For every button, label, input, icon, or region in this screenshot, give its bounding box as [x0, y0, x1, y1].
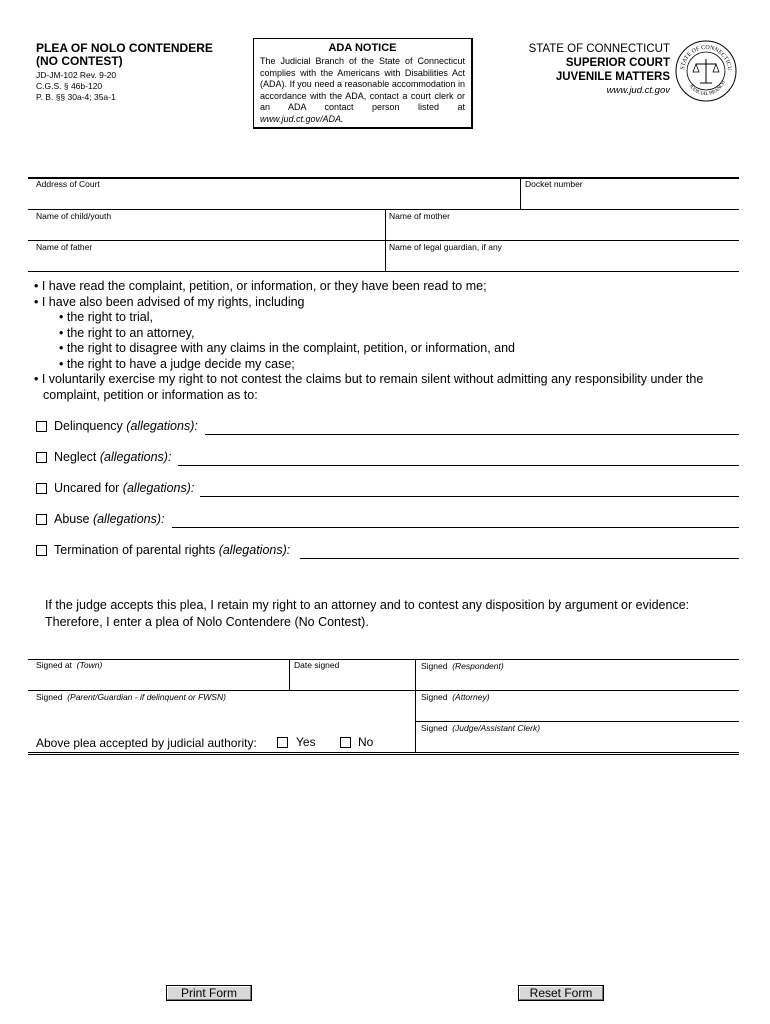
judge-signature-field[interactable]: Signed (Judge/Assistant Clerk): [421, 723, 541, 733]
address-of-court-field[interactable]: Address of Court: [36, 179, 100, 189]
accepted-yes-checkbox[interactable]: [277, 737, 288, 748]
termination-label: Termination of parental rights (allegations):: [54, 543, 291, 557]
reset-form-button[interactable]: Reset Form: [518, 985, 604, 1001]
accepted-no-label: No: [358, 735, 374, 749]
ada-body: The Judicial Branch of the State of Connecticut complies with the Americans with Disabilities Act (ADA). If you need a reasonable accommodation in accordance with the ADA, contact a court clerk or an ADA contact person listed at: [260, 56, 465, 112]
court-website[interactable]: www.jud.ct.gov: [606, 85, 670, 96]
abuse-checkbox[interactable]: [36, 514, 47, 525]
form-number: JD-JM-102 Rev. 9-20: [36, 70, 117, 80]
right-trial: • the right to trial,: [59, 310, 154, 324]
parent-signature-field[interactable]: Signed (Parent/Guardian - if delinquent or FWSN): [36, 692, 226, 702]
right-judge: • the right to have a judge decide my case;: [59, 356, 295, 371]
plea-statement: [45, 597, 745, 631]
attorney-signature-field[interactable]: Signed (Attorney): [421, 692, 490, 702]
ada-notice: [253, 38, 473, 129]
date-signed-field[interactable]: Date signed: [294, 660, 340, 670]
uncared-checkbox[interactable]: [36, 483, 47, 494]
mother-name-field[interactable]: Name of mother: [389, 211, 450, 221]
accepted-label: Above plea accepted by judicial authority:: [36, 736, 257, 750]
statement-advised: • I have also been advised of my rights, including: [34, 294, 305, 309]
statute-pb: P. B. §§ 30a-4; 35a-1: [36, 92, 116, 102]
statement-read: • I have read the complaint, petition, or information, or they have been read to me;: [34, 279, 487, 293]
signed-at-field[interactable]: Signed at (Town): [36, 660, 103, 670]
plea-line2: Therefore, I enter a plea of Nolo Contendere (No Contest).: [45, 615, 369, 629]
child-name-field[interactable]: Name of child/youth: [36, 211, 112, 221]
seal-bottom-text: JUDICIAL BRANCH: [687, 80, 727, 98]
neglect-label: Neglect (allegations):: [54, 450, 172, 464]
right-disagree: • the right to disagree with any claims in the complaint, petition, or information, and: [59, 341, 515, 355]
statement-voluntary: • I voluntarily exercise my right to not contest the claims but to remain silent without admitting any responsibility under the: [34, 372, 704, 386]
termination-allegations-input[interactable]: [300, 558, 739, 559]
state-seal-icon: [674, 39, 738, 103]
svg-text:STATE OF CONNECTICUT: [674, 39, 732, 72]
uncared-label: Uncared for (allegations):: [54, 481, 195, 495]
ada-title: ADA NOTICE: [328, 42, 397, 54]
ada-text: [260, 56, 465, 125]
division-name: JUVENILE MATTERS: [555, 71, 670, 83]
form-subtitle: (NO CONTEST): [36, 54, 123, 68]
form-title: PLEA OF NOLO CONTENDERE: [36, 41, 213, 55]
father-name-field[interactable]: Name of father: [36, 242, 93, 252]
statute-cgs: C.G.S. § 46b-120: [36, 81, 103, 91]
docket-number-field[interactable]: Docket number: [525, 179, 583, 189]
form-header: [36, 42, 213, 103]
plea-line1: If the judge accepts this plea, I retain my right to an attorney and to contest any disposition by argument or evidence:: [45, 598, 690, 612]
print-form-button[interactable]: Print Form: [166, 985, 252, 1001]
court-header: [490, 42, 670, 97]
accepted-yes-label: Yes: [296, 735, 316, 749]
state-name: STATE OF CONNECTICUT: [528, 43, 670, 55]
neglect-allegations-input[interactable]: [178, 465, 739, 466]
statement-voluntary-cont: complaint, petition or information as to:: [43, 387, 258, 402]
uncared-allegations-input[interactable]: [200, 496, 739, 497]
delinquency-label: Delinquency (allegations):: [54, 419, 198, 433]
termination-checkbox[interactable]: [36, 545, 47, 556]
accepted-no-checkbox[interactable]: [340, 737, 351, 748]
abuse-allegations-input[interactable]: [172, 527, 739, 528]
neglect-checkbox[interactable]: [36, 452, 47, 463]
abuse-label: Abuse (allegations):: [54, 512, 165, 526]
guardian-name-field[interactable]: Name of legal guardian, if any: [389, 242, 502, 252]
ada-link[interactable]: www.jud.ct.gov/ADA.: [260, 113, 344, 124]
seal-top-text: STATE OF CONNECTICU: [680, 44, 733, 72]
delinquency-checkbox[interactable]: [36, 421, 47, 432]
statements: [34, 279, 744, 403]
delinquency-allegations-input[interactable]: [205, 434, 739, 435]
respondent-signature-field[interactable]: Signed (Respondent): [421, 661, 504, 671]
right-attorney: • the right to an attorney,: [59, 325, 195, 340]
court-name: SUPERIOR COURT: [565, 57, 670, 69]
